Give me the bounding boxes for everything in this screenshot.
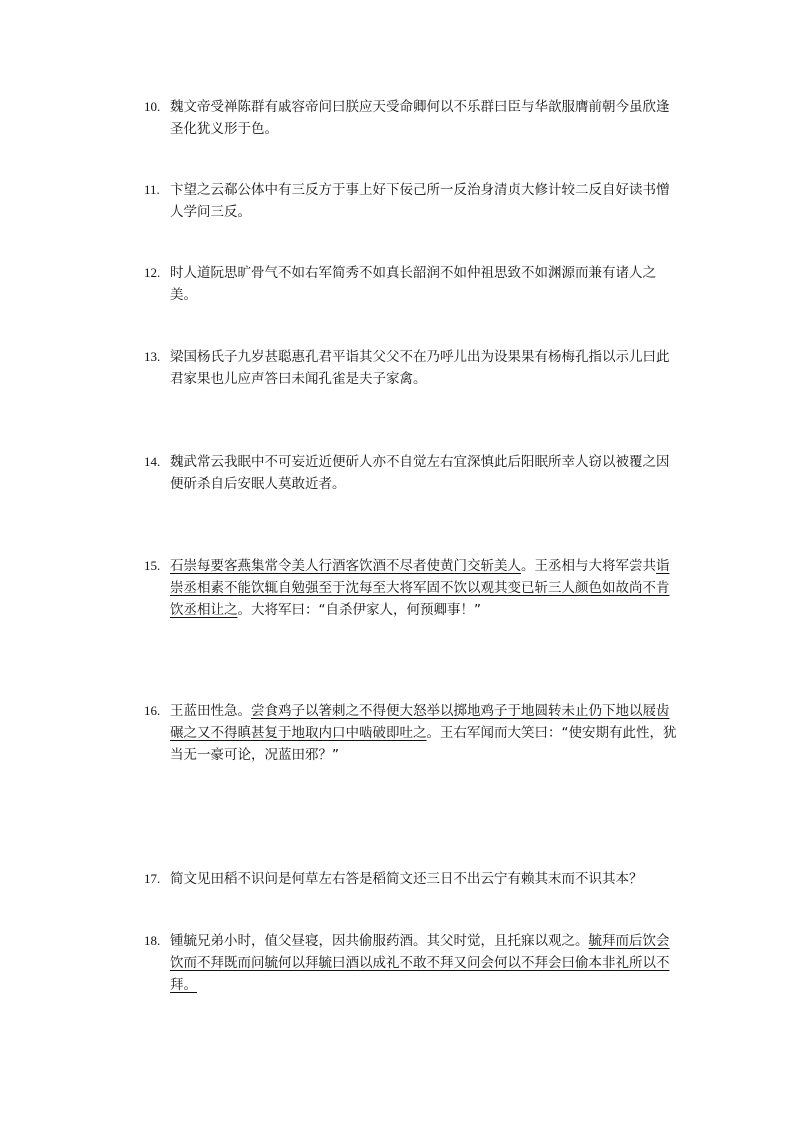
list-item-16 (144, 700, 678, 766)
item-number: 14. (144, 454, 161, 469)
item-text: 王蓝田性急。尝食鸡子以箸刺之不得便大怒举以掷地鸡子于地圆转未止仍下地以屐齿碾之又不得瞋甚复于地取内口中啮破即吐之。王右军闻而大笑曰：“使安期有此性，犹当无一豪可论，况蓝田邪？” (170, 703, 677, 763)
item-number: 12. (144, 265, 161, 280)
item-text: 魏武常云我眠中不可妄近近便斫人亦不自觉左右宜深慎此后阳眠所幸人窃以被覆之因便斫杀自后安眠人莫敢近者。 (170, 454, 670, 492)
item-number: 13. (144, 349, 161, 364)
item-text: 石崇每要客燕集常令美人行酒客饮酒不尽者使黄门交斩美人。王丞相与大将军尝共诣崇丞相素不能饮辄自勉强至于沈每至大将军固不饮以观其变已斩三人颜色如故尚不肯饮丞相让之。大将军曰：“自杀伊家人，何预卿事！” (170, 558, 670, 618)
list-item-12 (144, 262, 678, 306)
list-item-15 (144, 555, 678, 621)
list-item-14 (144, 451, 678, 495)
item-text: 简文见田稻不识问是何草左右答是稻简文还三日不出云宁有赖其末而不识其本？ (170, 871, 643, 887)
list-item-18 (144, 930, 678, 996)
underlined-text: 尝食鸡子以箸刺之不得便大怒举以掷地鸡子于地圆转未止仍下地以屐齿碾之又不得瞋甚复于地取内口中啮破即吐之 (170, 703, 670, 741)
underlined-text: 诣崇丞相素不能饮辄自勉强至于沈每至大将军固不饮以观其变已斩三人颜色如故尚不肯饮丞相让之 (170, 558, 670, 618)
list-item-13 (144, 346, 678, 390)
underlined-text: 毓拜而后饮会饮而不拜既而问毓何以拜毓曰酒以成礼不敢不拜又问会何以不拜会曰偷本非礼所以不拜。 (170, 933, 670, 993)
item-number: 18. (144, 933, 161, 948)
item-text: 魏文帝受禅陈群有戚容帝问曰朕应天受命卿何以不乐群曰臣与华歆服膺前朝今虽欣逢圣化犹义形于色。 (170, 99, 670, 137)
item-text: 梁国杨氏子九岁甚聪惠孔君平诣其父父不在乃呼儿出为设果果有杨梅孔指以示儿曰此君家果也儿应声答曰未闻孔雀是夫子家禽。 (170, 349, 670, 387)
list-item-10 (144, 96, 678, 140)
underlined-text: 石崇每要客燕集常令美人行酒客饮酒不尽者使黄门交斩美人 (170, 558, 521, 574)
item-text: 卞望之云郗公体中有三反方于事上好下佞己所一反治身清贞大修计较二反自好读书憎人学问三反。 (170, 182, 670, 220)
item-number: 17. (144, 871, 161, 886)
item-text: 时人道阮思旷骨气不如右军简秀不如真长韶润不如仲祖思致不如渊源而兼有诸人之美。 (170, 265, 656, 303)
item-number: 16. (144, 703, 161, 718)
item-number: 11. (144, 182, 160, 197)
item-number: 15. (144, 558, 161, 573)
item-number: 10. (144, 99, 161, 114)
item-text: 锺毓兄弟小时，值父昼寝，因共偷服药酒。其父时觉，且托寐以观之。毓拜而后饮会饮而不拜既而问毓何以拜毓曰酒以成礼不敢不拜又问会何以不拜会曰偷本非礼所以不拜。 (170, 933, 670, 993)
list-item-11 (144, 179, 678, 223)
list-item-17 (144, 868, 678, 890)
